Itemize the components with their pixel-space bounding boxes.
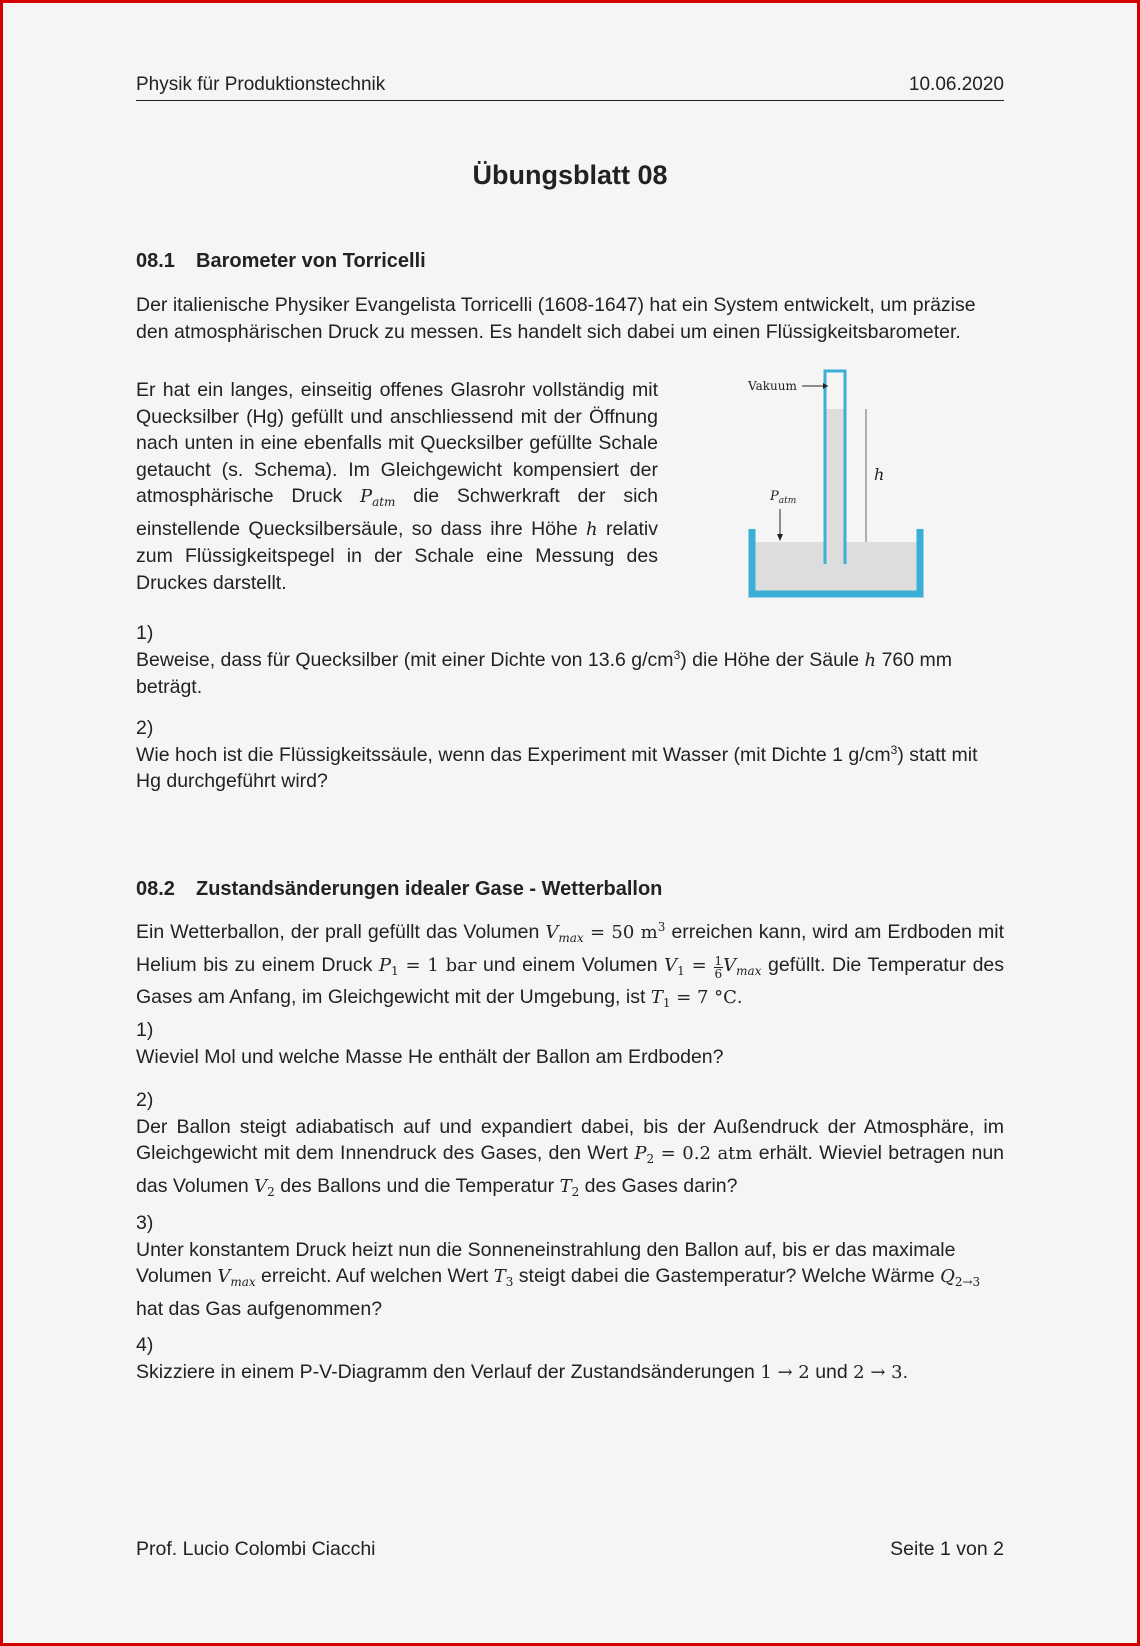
barometer-diagram <box>748 364 928 600</box>
pressure-label <box>769 489 796 506</box>
question-text-part: erreicht. Auf welchen Wert <box>261 1265 489 1287</box>
author-name: Prof. Lucio Colombi Ciacchi <box>136 1538 376 1560</box>
question-text-part: Der Ballon steigt adiabatisch auf und expandiert dabei, bis der Außendruck der Atmosphäre, im Gleichgewicht mit dem Innendruck des Gases, den Wert <box>136 1115 1004 1164</box>
section-title: Barometer von Torricelli <box>196 250 426 272</box>
question-label: 4) <box>136 1334 154 1356</box>
mercury-column <box>825 409 845 561</box>
math-t1: $T_1$ <box>650 987 671 1010</box>
pressure-label-sub: atm <box>778 496 797 506</box>
page-header <box>136 72 1004 101</box>
question-text: Unter konstantem Druck heizt nun die Sonneneinstrahlung den Ballon auf, bis er das maximale Volumen $V_{max}$ erreicht. Auf welchen Wert $T_3$ steigt dabei die Gastemperatur? Welche Wärme $Q_{2\to 3}$ hat das Gas aufgenommen? <box>136 1238 981 1320</box>
section1-description <box>136 377 658 596</box>
question-text-part: und <box>815 1360 848 1383</box>
section1-question-1 <box>136 620 1004 701</box>
section1-intro: Der italienische Physiker Evangelista Torricelli (1608-1647) hat ein System entwickelt, um präzise den atmosphärischen Druck zu messen. Es handelt sich dabei um einen Flüssigkeitsbarometer. <box>136 294 976 343</box>
section-title: Zustandsänderungen idealer Gase - Wetterballon <box>196 878 663 900</box>
desc-text: die Schwerkraft der sich einstellende Quecksilbersäule, so dass ihre Höhe <box>136 485 658 540</box>
section2-question-2 <box>136 1087 1004 1205</box>
section1-question-2 <box>136 715 1004 795</box>
question-text: Wieviel Mol und welche Masse He enthält der Ballon am Erdboden? <box>136 1045 724 1068</box>
intro-text: und einem Volumen <box>483 953 658 976</box>
pressure-arrow-head <box>777 534 783 541</box>
question-text-part: des Ballons und die Temperatur <box>280 1174 555 1197</box>
question-text-part: 760 mm beträgt. <box>136 648 953 698</box>
intro-text: erreichen kann, wird am Erdboden mit Helium bis zu einem Druck <box>136 921 1005 976</box>
question-text-part: Unter konstantem Druck heizt nun die Sonneneinstrahlung den Ballon auf, bis er das maximale Volumen <box>136 1238 956 1287</box>
section2-question-1 <box>136 1017 1004 1070</box>
question-text-part: steigt dabei die Gastemperatur? Welche Wärme <box>518 1265 935 1287</box>
page-title: Übungsblatt 08 <box>472 160 668 190</box>
pressure-label-main: P <box>770 489 779 504</box>
question-text-part: des Gases darin? <box>584 1174 738 1197</box>
intro-text: Ein Wetterballon, der prall gefüllt das Volumen <box>136 921 540 943</box>
question-text-part: Skizziere in einem P-V-Diagramm den Verlauf der Zustandsänderungen <box>136 1360 755 1383</box>
math-h: h <box>864 649 877 671</box>
math-v1: $V_1$ <box>664 954 685 978</box>
math-vmax: $V_{max}$ <box>545 922 584 945</box>
question-text: Skizziere in einem P-V-Diagramm den Verlauf der Zustandsänderungen 1 → 2 und 2 → 3. <box>136 1360 909 1383</box>
course-name: Physik für Produktionstechnik <box>136 74 386 95</box>
question-text: Beweise, dass für Quecksilber (mit einer Dichte von 13.6 $g/cm^3$) die Höhe der Säule h 760 mm beträgt. <box>136 647 953 698</box>
question-text-part: Wie hoch ist die Flüssigkeitssäule, wenn das Experiment mit Wasser (mit Dichte 1 g/cm <box>136 743 891 766</box>
question-label: 3) <box>136 1212 154 1234</box>
page-number: Seite 1 von 2 <box>890 1538 1004 1560</box>
vacuum-label: Vakuum <box>748 379 797 393</box>
section2-intro: Ein Wetterballon, der prall gefüllt das Volumen $V_{max} = 50$ $m^3$ erreichen kann, wird am Erdboden mit Helium bis zu einem Druck $P_1 = 1$ bar und einem Volumen $V_1$ = $\frac{1}{6}$ $V_{max}$ gefüllt. Die Temperatur des Gases am Anfang, im Gleichgewicht mit der Umgebung, ist $T_1 = 7$ °C. <box>136 920 1005 1010</box>
question-text-part: erhält. Wieviel betragen nun das Volumen <box>136 1142 1005 1197</box>
question-label: 2) <box>136 1089 154 1111</box>
question-text-part: hat das Gas aufgenommen? <box>136 1297 383 1320</box>
question-text: Wie hoch ist die Flüssigkeitssäule, wenn das Experiment mit Wasser (mit Dichte 1 $g/cm^3$) statt mit Hg durchgeführt wird? <box>136 742 978 792</box>
section2-question-3 <box>136 1210 1004 1322</box>
height-label: h <box>874 465 885 484</box>
section2-question-4 <box>136 1332 1004 1386</box>
question-label: 1) <box>136 1019 154 1041</box>
question-text: Der Ballon steigt adiabatisch auf und expandiert dabei, bis der Außendruck der Atmosphäre, im Gleichgewicht mit dem Innendruck des Gases, den Wert $P_2 = 0.2$ atm erhält. Wieviel betragen nun das Volumen $V_2$ des Ballons und die Temperatur $T_2$ des Gases darin? <box>136 1115 1005 1199</box>
math-p-atm: $P_{atm}$ <box>359 486 396 509</box>
question-text-part: ) statt mit Hg durchgeführt wird? <box>136 743 978 792</box>
desc-text: relativ zum Flüssigkeitspegel in der Schale eine Messung des Druckes darstellt. <box>136 517 658 594</box>
section-heading-1 <box>136 250 426 273</box>
section-number: 08.2 <box>136 878 175 900</box>
section-heading-2 <box>136 878 662 901</box>
question-text-part: Beweise, dass für Quecksilber (mit einer Dichte von 13.6 g/cm <box>136 648 674 671</box>
math-h: h <box>586 518 598 540</box>
intro-text: gefüllt. Die Temperatur des Gases am Anfang, im Gleichgewicht mit der Umgebung, ist <box>136 953 1005 1008</box>
desc-text: Er hat ein langes, einseitig offenes Glasrohr vollständig mit Quecksilber (Hg) gefüllt und anschliessend mit der Öffnung nach unten in eine ebenfalls mit Quecksilber gefüllte Schale getaucht (s. Schema). Im Gleichgewicht kompensiert der atmosphärische Druck <box>136 379 658 507</box>
section-number: 08.1 <box>136 250 175 272</box>
math-p1: $P_1$ <box>378 954 399 978</box>
question-label: 2) <box>136 717 154 739</box>
header-date: 10.06.2020 <box>908 74 1004 95</box>
question-text-part: ) die Höhe der Säule <box>680 648 860 671</box>
question-label: 1) <box>136 622 154 644</box>
